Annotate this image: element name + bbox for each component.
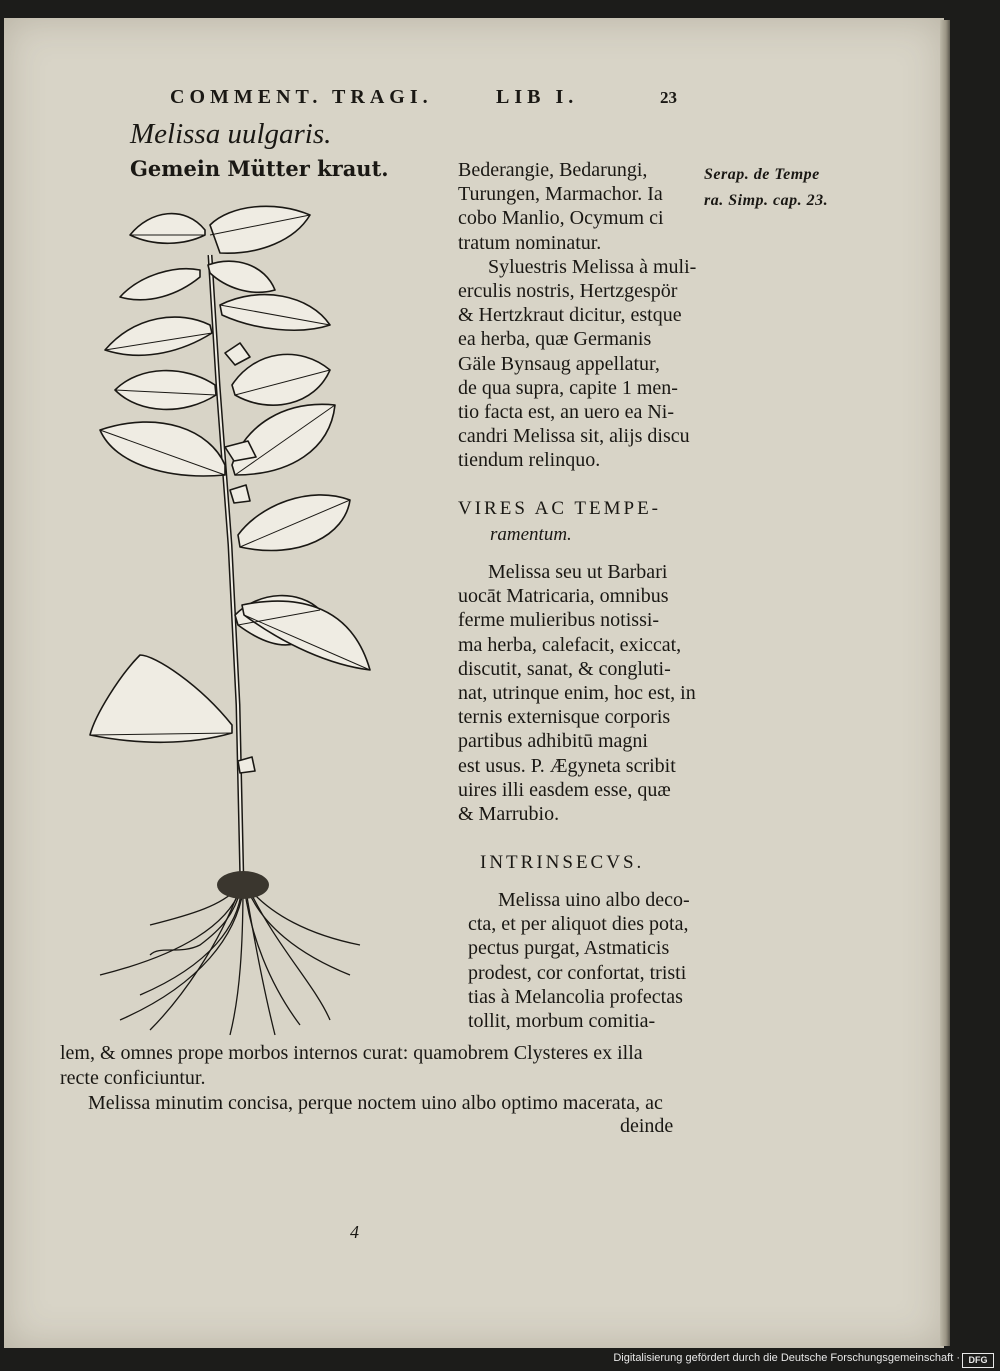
text-line: cobo Manlio, Ocymum ci [458, 207, 664, 230]
full-width-line: lem, & omnes prope morbos internos curat: quamobrem Clysteres ex illa [60, 1042, 643, 1064]
dfg-logo: DFG [962, 1353, 994, 1368]
text-line: uires illi easdem esse, quæ [458, 778, 671, 801]
plant-woodcut-illustration [60, 185, 400, 1045]
full-width-line: Melissa minutim concisa, perque noctem uino albo optimo macerata, ac [88, 1092, 663, 1114]
text-line: Gäle Bynsaug appellatur, [458, 352, 660, 375]
text-line: tias à Melancolia profectas [468, 985, 683, 1008]
text-line: tio facta est, an uero ea Ni- [458, 401, 675, 424]
margin-note-line-2: ra. Simp. cap. 23. [704, 192, 829, 209]
german-plant-name: Gemein Mütter kraut. [130, 156, 389, 181]
text-line: est usus. P. Ægyneta scribit [458, 754, 676, 777]
text-line: ma herba, calefacit, exiccat, [458, 633, 682, 656]
page-edge [940, 20, 950, 1346]
text-line: pectus purgat, Astmaticis [468, 937, 670, 960]
text-line: uocāt Matricaria, omnibus [458, 585, 669, 608]
text-line: candri Melissa sit, alijs discu [458, 425, 690, 448]
text-line: cta, et per aliquot dies pota, [468, 913, 689, 936]
section-vires-text [458, 560, 706, 826]
full-width-line: recte conficiuntur. [60, 1067, 206, 1089]
text-line: & Marrubio. [458, 803, 560, 826]
section-heading-vires: VIRES AC TEMPE- [458, 498, 662, 519]
footer-funding-note: Digitalisierung gefördert durch die Deutsche Forschungsgemeinschaft · [613, 1352, 960, 1364]
section-subheading-vires: ramentum. [490, 524, 572, 545]
text-line: tratum nominatur. [458, 231, 602, 254]
text-line: Turungen, Marmachor. Ia [458, 183, 663, 206]
text-line: erculis nostris, Hertzgespör [458, 280, 678, 303]
text-line: nat, utrinque enim, hoc est, in [458, 682, 696, 705]
text-line: Syluestris Melissa à muli- [488, 255, 697, 278]
text-line: Bederangie, Bedarungi, [458, 159, 648, 181]
text-line: ferme mulieribus notissi- [458, 609, 660, 632]
text-line: partibus adhibitū magni [458, 730, 648, 753]
running-header-book: LIB I. [496, 86, 579, 108]
page-number: 23 [660, 88, 677, 107]
section-intrinsecus-text [468, 888, 716, 1033]
text-line: & Hertzkraut dicitur, estque [458, 304, 682, 327]
column-intro-text [458, 158, 706, 473]
latin-plant-name: Melissa uulgaris. [130, 118, 332, 150]
text-line: tollit, morbum comitia- [468, 1010, 656, 1033]
text-line: ternis externisque corporis [458, 706, 671, 729]
text-line: Melissa seu ut Barbari [488, 561, 668, 583]
text-line: de qua supra, capite 1 men- [458, 376, 678, 399]
text-line: Melissa uino albo deco- [498, 889, 690, 911]
signature-mark: 4 [350, 1222, 359, 1242]
text-line: prodest, cor confortat, tristi [468, 961, 687, 984]
text-line: ea herba, quæ Germanis [458, 328, 652, 351]
catchword: deinde [620, 1115, 674, 1137]
section-heading-intrinsecus: INTRINSECVS. [480, 852, 645, 873]
margin-note-line-1: Serap. de Tempe [704, 166, 820, 183]
text-line: tiendum relinquo. [458, 449, 601, 472]
running-header-title: COMMENT. TRAGI. [170, 86, 433, 108]
text-line: discutit, sanat, & congluti- [458, 657, 671, 680]
